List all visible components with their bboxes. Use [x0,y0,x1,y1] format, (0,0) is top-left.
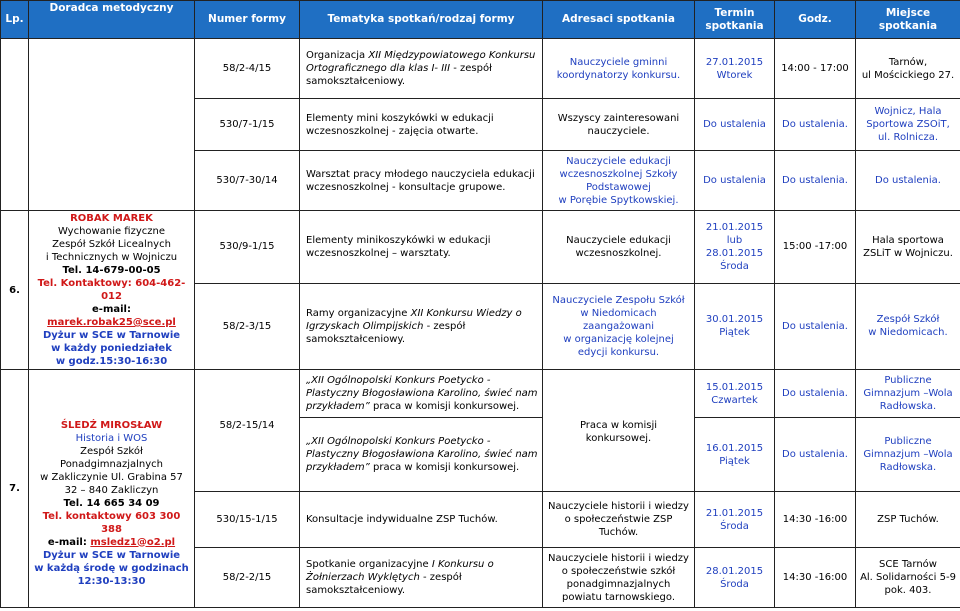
lp-cell: 7. [1,370,29,608]
advisor-name: ŚLEDŹ MIROSŁAW [60,419,163,431]
hour-cell: 14:30 -16:00 [775,548,856,608]
topic-cell: Elementy mini koszykówki w edukacji wczesnoszkolnej - zajęcia otwarte. [300,99,543,151]
topic-cell: Konsultacje indywidualne ZSP Tuchów. [300,492,543,548]
header-advisor: Doradca metodyczny [29,1,195,39]
hour-cell: Do ustalenia. [775,370,856,418]
hour-cell: 15:00 -17:00 [775,211,856,284]
date-cell: Do ustalenia [695,151,775,211]
place-cell: Publiczne Gimnazjum –Wola Radłowska. [856,418,960,492]
header-place: Miejsce spotkania [856,1,960,39]
advisor-cell-top [29,370,195,418]
form-number: 530/7-1/15 [195,99,300,151]
form-number: 530/7-30/14 [195,151,300,211]
date-cell: 15.01.2015 Czwartek [695,370,775,418]
hour-cell: Do ustalenia. [775,99,856,151]
topic-cell: „XII Ogólnopolski Konkurs Poetycko - Plastyczny Błogosławiona Karolino, świeć nam przykładem” praca w komisji konkursowej. [300,418,543,492]
table-row [1,418,960,492]
hour-cell: 14:00 - 17:00 [775,39,856,99]
recipients-cell: Praca w komisji konkursowej. [543,418,695,492]
form-number: 58/2-4/15 [195,39,300,99]
form-number: 58/2-3/15 [195,283,300,369]
hour-cell: Do ustalenia. [775,418,856,492]
lp-cell [1,39,29,211]
topic-cell: Warsztat pracy młodego nauczyciela edukacji wczesnoszkolnej - konsultacje grupowe. [300,151,543,211]
advisor-name: ROBAK MAREK [70,213,153,224]
hour-cell: Do ustalenia. [775,151,856,211]
recipients-cell: Nauczyciele Zespołu Szkół w Niedomicach zaangażowani w organizację kolejnej edycji konkursu. [543,283,695,369]
place-cell: Hala sportowa ZSLiT w Wojniczu. [856,211,960,284]
form-number: 530/15-1/15 [195,492,300,548]
header-hour: Godz. [775,1,856,39]
recipients-cell: Nauczyciele historii i wiedzy o społeczeństwie szkół ponadgimnazjalnych powiatu tarnowskiego. [543,548,695,608]
header-row [1,1,960,39]
header-date: Termin spotkania [695,1,775,39]
email-link[interactable]: msledz1@o2.pl [90,536,176,548]
topic-cell: Elementy minikoszykówki w edukacji wczesnoszkolnej – warsztaty. [300,211,543,284]
topic-cell: Spotkanie organizacyjne I Konkursu o Żołnierzach Wyklętych - zespół samokształceniowy. [300,548,543,608]
date-cell: 28.01.2015 Środa [695,548,775,608]
place-cell: Publiczne Gimnazjum –Wola Radłowska. [856,370,960,418]
hour-cell: 14:30 -16:00 [775,492,856,548]
header-topic: Tematyka spotkań/rodzaj formy [300,1,543,39]
recipients-cell: Nauczyciele historii i wiedzy o społeczeństwie ZSP Tuchów. [543,492,695,548]
place-cell: Zespół Szkół w Niedomicach. [856,283,960,369]
recipients-cell-top [543,370,695,418]
form-number: 58/2-2/15 [195,548,300,608]
hour-cell: Do ustalenia. [775,283,856,369]
lp-cell: 6. [1,211,29,370]
topic-cell: „XII Ogólnopolski Konkurs Poetycko - Plastyczny Błogosławiona Karolino, świeć nam przykładem” praca w komisji konkursowej. [300,370,543,418]
form-number-top [195,370,300,418]
date-cell: 16.01.2015 Piątek [695,418,775,492]
place-cell: Tarnów, ul Mościckiego 27. [856,39,960,99]
date-cell: 27.01.2015 Wtorek [695,39,775,99]
topic-cell: Organizacja XII Międzypowiatowego Konkursu Ortograficznego dla klas I- III - zespół samokształceniowy. [300,39,543,99]
date-cell: 21.01.2015 Środa [695,492,775,548]
place-cell: Do ustalenia. [856,151,960,211]
header-lp: Lp. [1,1,29,39]
recipients-cell: Wszyscy zainteresowani nauczyciele. [543,99,695,151]
header-form-number: Numer formy [195,1,300,39]
table-row [1,39,960,99]
recipients-cell: Nauczyciele edukacji wczesnoszkolnej Szkoły Podstawowej w Porębie Spytkowskiej. [543,151,695,211]
form-number: 58/2-15/14 [195,418,300,492]
advisor-cell: ROBAK MAREK Wychowanie fizyczne Zespół Szkół Licealnych i Technicznych w Wojniczu Tel. 14-679-00-05 Tel. Kontaktowy: 604-462-012 e-mail: marek.robak25@sce.pl Dyżur w SCE w Tarnowie w każdy poniedziałek w godz.15:30-16:30 [29,211,195,370]
header-recipients: Adresaci spotkania [543,1,695,39]
date-cell: 21.01.2015 lub 28.01.2015 Środa [695,211,775,284]
place-cell: Wojnicz, Hala Sportowa ZSOiT, ul. Rolnicza. [856,99,960,151]
email-link[interactable]: marek.robak25@sce.pl [47,317,176,328]
advisor-cell [29,39,195,211]
place-cell: ZSP Tuchów. [856,492,960,548]
date-cell: Do ustalenia [695,99,775,151]
recipients-cell: Nauczyciele gminni koordynatorzy konkursu. [543,39,695,99]
date-cell: 30.01.2015 Piątek [695,283,775,369]
table-row [1,370,960,418]
topic-cell: Ramy organizacyjne XII Konkursu Wiedzy o Igrzyskach Olimpijskich - zespół samokształceniowy. [300,283,543,369]
place-cell: SCE Tarnów Al. Solidarności 5-9 pok. 403. [856,548,960,608]
table-row [1,211,960,284]
form-number: 530/9-1/15 [195,211,300,284]
advisor-cell: ŚLEDŹ MIROSŁAW Historia i WOS Zespół Szkół Ponadgimnazjalnych w Zakliczynie Ul. Grabina 57 32 – 840 Zakliczyn Tel. 14 665 34 09 Tel. kontaktowy 603 300 388 e-mail: msledz1@o2.pl Dyżur w SCE w Tarnowie w każdą środę w godzinach 12:30-13:30 [29,418,195,608]
recipients-cell: Nauczyciele edukacji wczesnoszkolnej. [543,211,695,284]
